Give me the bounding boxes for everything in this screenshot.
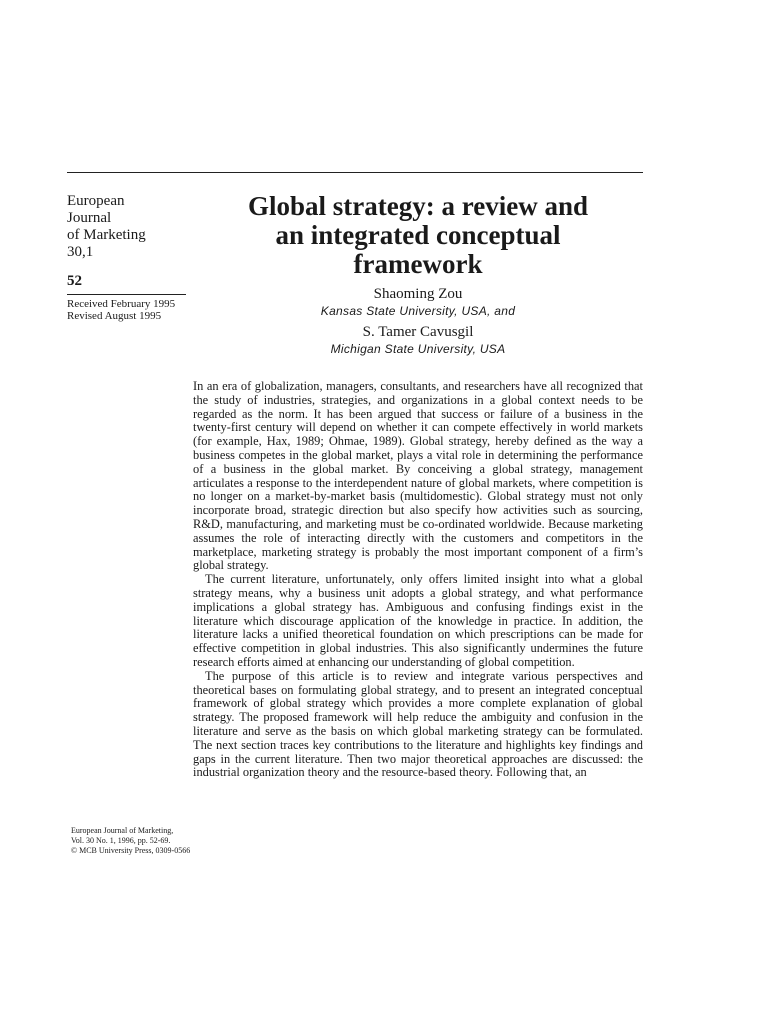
journal-name-line: European: [67, 193, 125, 209]
citation-line: European Journal of Marketing,: [71, 826, 174, 835]
citation-line: Vol. 30 No. 1, 1996, pp. 52-69.: [71, 836, 171, 845]
page-number: 52: [67, 273, 82, 289]
journal-name-line: of Marketing: [67, 227, 146, 243]
article-header: [193, 192, 643, 357]
title-line: framework: [353, 249, 483, 279]
author-affiliation: Michigan State University, USA: [330, 342, 506, 356]
author-name: S. Tamer Cavusgil: [362, 324, 474, 340]
sidebar: [67, 193, 189, 322]
citation-footer: [71, 826, 191, 856]
title-line: Global strategy: a review and: [248, 191, 588, 221]
journal-name-line: Journal: [67, 210, 112, 226]
body-paragraph: In an era of globalization, managers, consultants, and researchers have all recognized that the study of industries, strategies, and organizations in a global context needs to be regarded as the norm. It has been argued that success or failure of a business in the twenty-first century will depend on whether it can compete effectively in world markets (for example, Hax, 1989; Ohmae, 1989). Global strategy, hereby defined as the way a business competes in the global market, plays a vital role in determining the performance of a business in the global market. By conceiving a global strategy, management articulates a response to the interdependent nature of global markets, where competition is no longer on a market-by-market basis (multidomestic). Global strategy must not only incorporate broad, strategic direction but also specify how activities such as sourcing, R&D, manufacturing, and marketing must be co-ordinated worldwide. Because marketing assumes the role of interacting directly with the customers and competitors in the marketplace, marketing strategy is probably the most important component of a firm’s global strategy.: [193, 379, 643, 573]
journal-name: [67, 193, 189, 261]
article-title: [193, 192, 643, 279]
revised-date: Revised August 1995: [67, 310, 162, 322]
author-name: Shaoming Zou: [373, 286, 463, 302]
sidebar-rule: [67, 294, 186, 295]
article-body: [193, 380, 643, 780]
author-affiliation: Kansas State University, USA, and: [320, 304, 516, 318]
submission-dates: [67, 298, 189, 322]
body-paragraph: The purpose of this article is to review and integrate various perspectives and theoretical bases on formulating global strategy, and to present an integrated conceptual framework of global strategy which provides a more complete explanation of global strategy. The proposed framework will help reduce the ambiguity and confusion in the literature and serve as the basis on which global marketing strategy can be formulated. The next section traces key contributions to the literature and highlights key findings and gaps in the current literature. Then two major theoretical approaches are discussed: the industrial organization theory and the resource-based theory. Following that, an: [193, 668, 643, 780]
top-rule: [67, 172, 643, 173]
received-date: Received February 1995: [67, 298, 176, 310]
journal-volume: 30,1: [67, 244, 94, 260]
title-line: an integrated conceptual: [275, 220, 561, 250]
copyright-line: © MCB University Press, 0309-0566: [71, 846, 191, 855]
body-paragraph: The current literature, unfortunately, only offers limited insight into what a global strategy means, why a business unit adopts a global strategy, and what performance implications a global strategy has. Ambiguous and confusing findings exist in the literature which discourage application of the knowledge in practice. In addition, the literature lacks a unified theoretical foundation on which prescriptions can be made for effective competition in global industries. This also significantly undermines the future research efforts aimed at enhancing our understanding of global competition.: [193, 572, 643, 669]
